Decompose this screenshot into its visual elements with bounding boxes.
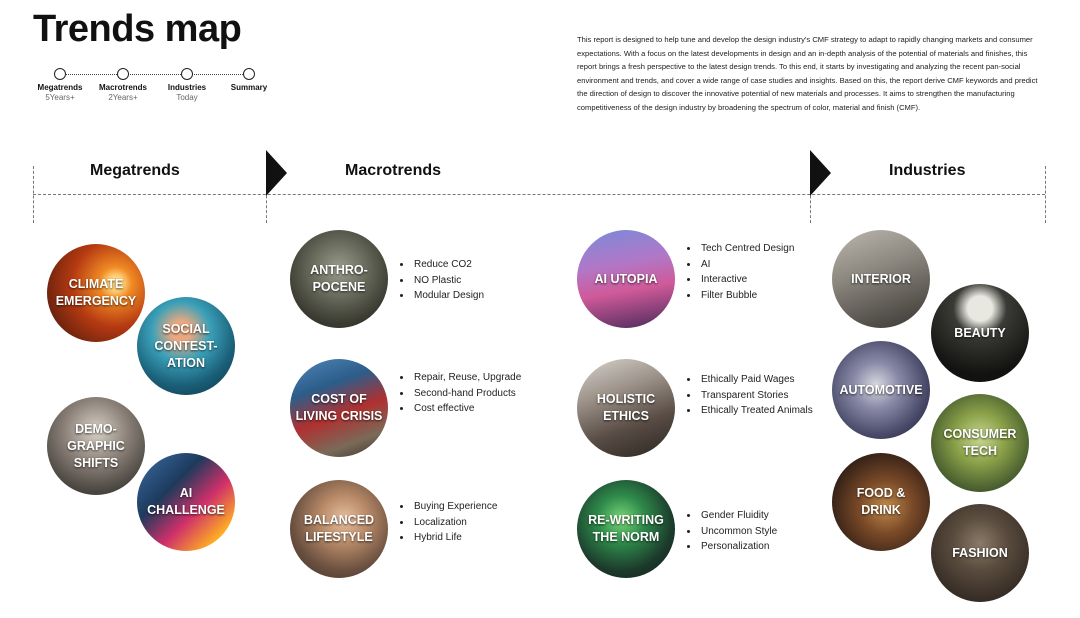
intro-paragraph: This report is designed to help tune and develop the design industry's CMF strategy to adapt to rapidly changing markets and consumer expectations. With a focus on the latest developments in design and an in-depth analysis of the potential of materials and finishes, this report brings a fresh perspective to the latest design trends. To this end, it starts by investigating and analyzing the recent pan-social environment and trends, and cover a wide range of case studies and insights. Based on this, the report derive CMF keywords and predict the direction of design to discover the innovative potential of new materials and processes. It aims to strengthen the manufacturing competitiveness of the design industry by broadening the spectrum of color, material and finish (CMF). [577, 35, 1038, 112]
list-item: • Tech Centred Design [699, 241, 794, 257]
list-item: • Repair, Reuse, Upgrade [412, 370, 521, 386]
macrotrend-anthropocene[interactable] [290, 230, 388, 328]
industry-label: FASHION [952, 545, 1008, 560]
divider [33, 194, 1045, 195]
arrow-right-icon [266, 150, 287, 196]
macrotrend-cost-of-living-crisis[interactable] [290, 359, 388, 457]
list-item: • Filter Bubble [699, 288, 794, 304]
step-sub: 5Years+ [45, 93, 75, 102]
step-sub: 2Years+ [108, 93, 138, 102]
section-title-industries: Industries [889, 162, 966, 179]
industry-label: BEAUTY [954, 325, 1006, 340]
macrotrend-ai-utopia[interactable] [577, 230, 675, 328]
step-label: Summary [230, 83, 268, 92]
macrotrend-label: BALANCED LIFESTYLE [303, 513, 375, 544]
macrotrend-bullets [398, 257, 484, 304]
industry-label: AUTOMOTIVE [839, 382, 923, 397]
step-dot [54, 68, 66, 80]
list-item: • Interactive [699, 272, 794, 288]
macrotrend-holistic-ethics[interactable] [577, 359, 675, 457]
macrotrend-label: HOLISTIC ETHICS [596, 392, 656, 423]
list-item: • Uncommon Style [699, 524, 777, 540]
step-dot [181, 68, 193, 80]
step-label: Industries [167, 83, 207, 92]
list-item: • Localization [412, 515, 497, 531]
macrotrend-bullets [398, 499, 497, 546]
megatrend-label: SOCIAL CONTEST-ATION [154, 321, 218, 370]
list-item: • Modular Design [412, 288, 484, 304]
step-summary[interactable] [209, 67, 289, 93]
industry-consumer-tech[interactable] [931, 394, 1029, 492]
megatrend-climate-emergency[interactable] [47, 244, 145, 342]
macrotrend-rewriting-the-norm[interactable] [577, 480, 675, 578]
list-item: • Ethically Paid Wages [699, 372, 813, 388]
section-title-megatrends: Megatrends [90, 162, 180, 179]
section-title-macrotrends: Macrotrends [345, 162, 442, 179]
macrotrend-label: RE-WRITING THE NORM [588, 513, 664, 544]
macrotrend-bullets [685, 508, 777, 555]
list-item: • Personalization [699, 539, 777, 555]
megatrend-label: CLIMATE EMERGENCY [55, 277, 137, 308]
industry-food-and-drink[interactable] [832, 453, 930, 551]
step-dot [117, 68, 129, 80]
arrow-right-icon [810, 150, 831, 196]
divider [1045, 166, 1046, 223]
list-item: • Transparent Stories [699, 388, 813, 404]
macrotrend-label: ANTHRO-POCENE [310, 263, 368, 294]
macrotrend-label: COST OF LIVING CRISIS [295, 392, 383, 423]
industry-beauty[interactable] [931, 284, 1029, 382]
megatrend-label: DEMO-GRAPHIC SHIFTS [67, 421, 125, 470]
industry-automotive[interactable] [832, 341, 930, 439]
list-item: • Cost effective [412, 401, 521, 417]
list-item: • Second-hand Products [412, 386, 521, 402]
list-item: • Ethically Treated Animals [699, 403, 813, 419]
industry-interior[interactable] [832, 230, 930, 328]
section-header-band [33, 145, 1047, 227]
macrotrend-label: AI UTOPIA [594, 271, 658, 286]
list-item: • Gender Fluidity [699, 508, 777, 524]
macrotrend-bullets [398, 370, 521, 417]
industry-label: INTERIOR [851, 271, 911, 286]
step-label: Macrotrends [98, 83, 147, 92]
megatrend-social-contestation[interactable] [137, 297, 235, 395]
macrotrend-balanced-lifestyle[interactable] [290, 480, 388, 578]
list-item: • NO Plastic [412, 273, 484, 289]
list-item: • Hybrid Life [412, 530, 497, 546]
step-dot [243, 68, 255, 80]
industry-fashion[interactable] [931, 504, 1029, 602]
list-item: • Buying Experience [412, 499, 497, 515]
megatrend-label: AI CHALLENGE [147, 486, 225, 517]
step-label: Megatrends [37, 83, 83, 92]
macrotrend-bullets [685, 241, 794, 303]
industry-label: FOOD & DRINK [856, 486, 906, 517]
list-item: • AI [699, 257, 794, 273]
step-sub: Today [176, 93, 198, 102]
list-item: • Reduce CO2 [412, 257, 484, 273]
macrotrend-bullets [685, 372, 813, 419]
industry-label: CONSUMER TECH [943, 427, 1017, 458]
megatrend-demographic-shifts[interactable] [47, 397, 145, 495]
timeline-steps [30, 67, 280, 112]
page-title: Trends map [33, 8, 242, 50]
megatrend-ai-challenge[interactable] [137, 453, 235, 551]
